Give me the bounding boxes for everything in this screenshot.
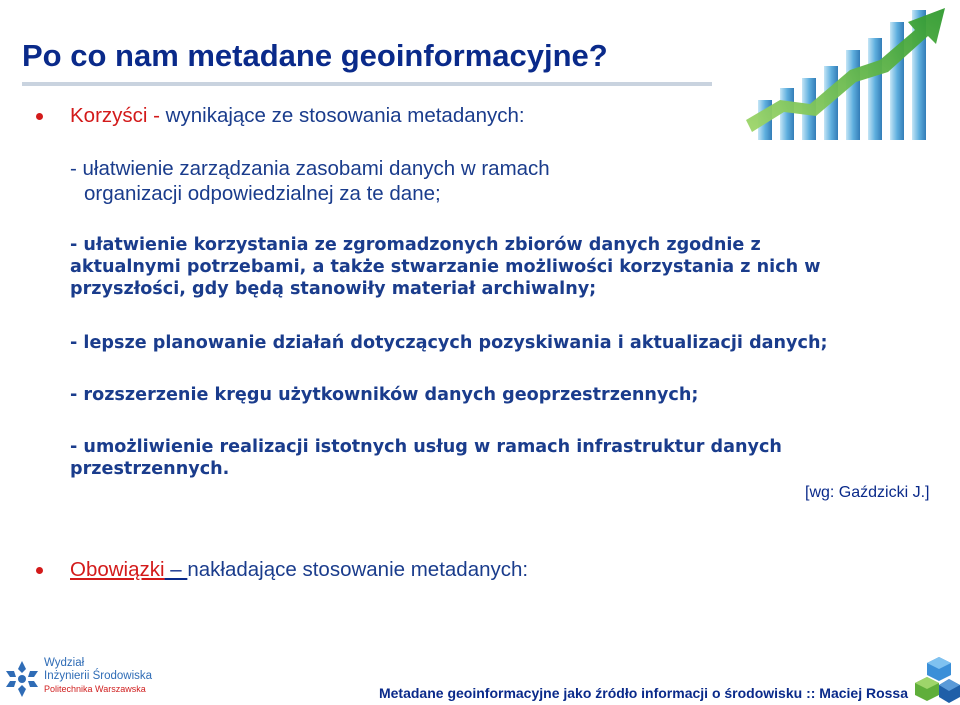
logo-text — [44, 657, 152, 696]
benefit-item — [70, 436, 782, 480]
faculty-logo — [4, 657, 154, 703]
duties-dash: – — [164, 558, 188, 581]
benefit-item-line: - rozszerzenie kręgu użytkowników danych geoprzestrzennych; — [70, 385, 699, 405]
benefit-item-line: - umożliwienie realizacji istotnych usług w ramach infrastruktur danych — [70, 437, 782, 457]
slide-title: Po co nam metadane geoinformacyjne? — [22, 38, 608, 73]
benefit-item-line: - ułatwienie zarządzania zasobami danych w ramach — [70, 157, 550, 180]
benefits-heading — [70, 104, 525, 128]
duties-label: Obowiązki — [70, 558, 165, 581]
logo-line-faculty: Wydział — [44, 657, 85, 669]
snowflake-logo-icon — [4, 659, 40, 699]
benefit-item-line: - ułatwienie korzystania ze zgromadzonych zbiorów danych zgodnie z — [70, 235, 761, 255]
bullet-marker — [36, 113, 43, 120]
title-underline — [22, 82, 712, 86]
hexagon-cubes-icon — [915, 655, 960, 705]
footer-text: Metadane geoinformacyjne jako źródło informacji o środowisku :: Maciej Rossa — [378, 685, 908, 701]
duties-heading — [70, 558, 528, 582]
citation: [wg: Gaździcki J.] — [805, 484, 930, 501]
duties-heading-text: nakładające stosowanie metadanych: — [187, 558, 529, 581]
benefit-item-line: - lepsze planowanie działań dotyczących pozyskiwania i aktualizacji danych; — [70, 333, 828, 353]
benefits-label: Korzyści - — [70, 104, 160, 127]
benefit-item-line: aktualnymi potrzebami, a także stwarzanie możliwości korzystania z nich w — [70, 257, 821, 277]
benefit-item — [70, 384, 698, 406]
benefits-heading-text: wynikające ze stosowania metadanych: — [159, 104, 525, 127]
benefit-item-line: organizacji odpowiedzialnej za te dane; — [84, 182, 441, 205]
logo-line-university: Politechnika Warszawska — [44, 684, 146, 694]
benefit-item-line: przestrzennych. — [70, 459, 230, 479]
logo-line-name: Inżynierii Środowiska — [44, 670, 153, 682]
benefit-item — [70, 332, 828, 354]
benefit-item-line: przyszłości, gdy będą stanowiły materiał archiwalny; — [70, 279, 597, 299]
benefit-item — [70, 234, 821, 300]
benefit-item — [70, 156, 550, 206]
bullet-marker — [36, 567, 43, 574]
growth-chart-icon — [740, 0, 960, 170]
